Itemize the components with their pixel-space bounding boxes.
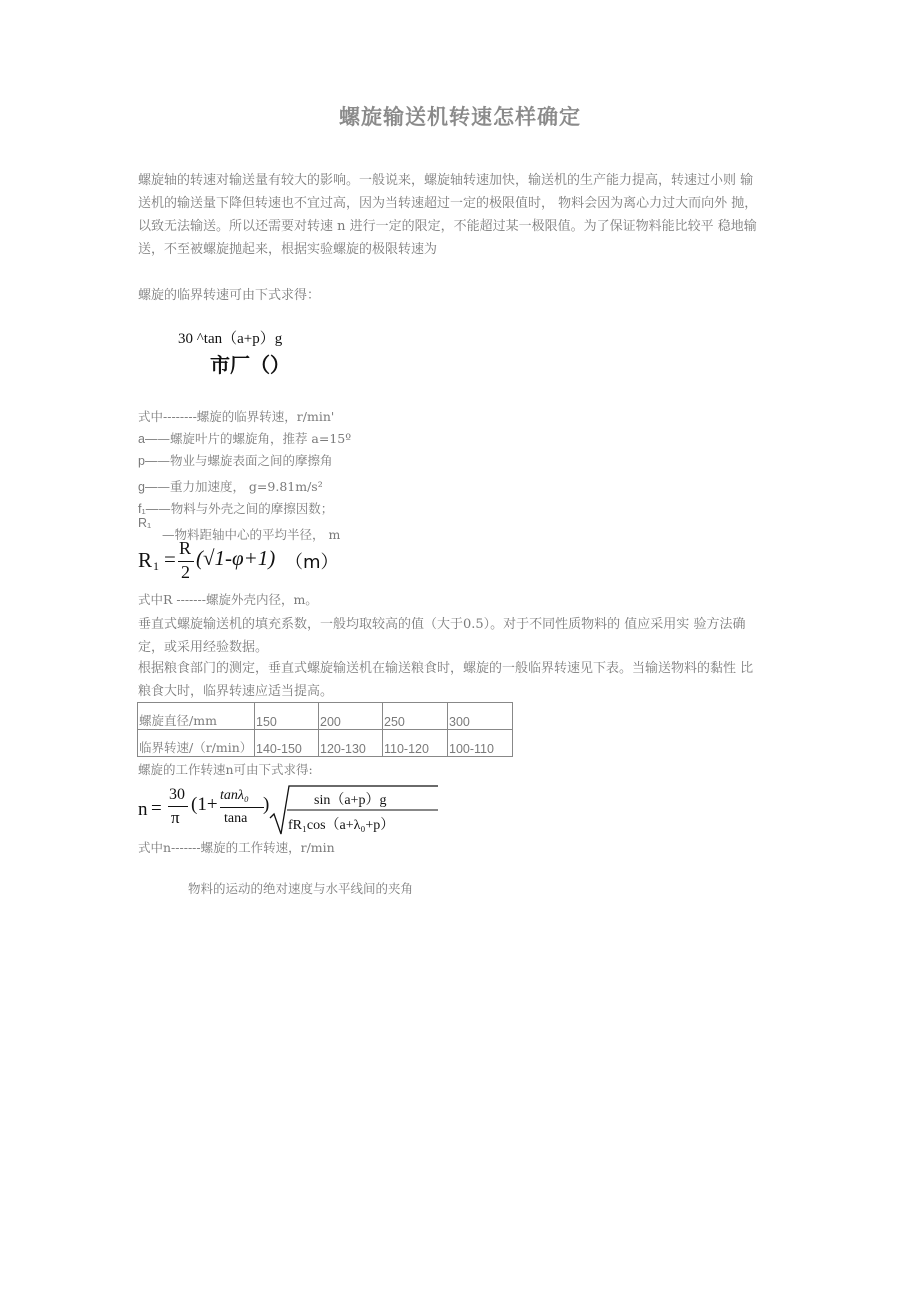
definition-symbol: g— <box>138 480 158 494</box>
definition-text: —物业与螺旋表面之间的摩擦角 <box>157 453 333 468</box>
grain-line: 粮食大时，临界转速应适当提高。 <box>138 684 334 699</box>
table-cell: 120-130 <box>319 730 383 757</box>
working-speed-intro: 螺旋的工作转速n可由下式求得: <box>138 762 313 777</box>
formula1-denominator: 市厂（） <box>210 353 290 377</box>
formula3-root-denominator: fR₁cos（a+λ₀+p） <box>288 818 395 833</box>
table-cell: 临界转速/（r/min） <box>138 730 255 757</box>
table-row <box>138 703 513 730</box>
fill-line: 垂直式螺旋输送机的填充系数，一般均取较高的值（大于0.5）。对于不同性质物料的 值应采用实 验方法确 <box>138 617 746 632</box>
definition-r1-symbol <box>138 515 151 530</box>
table-cell: 250 <box>383 703 448 730</box>
page-title: 螺旋输送机转速怎样确定 <box>339 105 581 129</box>
formula3-equals: = <box>151 798 162 819</box>
definition-p <box>138 451 332 469</box>
formula1-numerator: 30 ^tan（a+p）g <box>178 331 283 347</box>
critical-speed-intro: 螺旋的临界转速可由下式求得： <box>138 288 321 303</box>
formula3-inner-numerator: tanλ₀ <box>220 788 249 803</box>
definition-text: —物料与外壳之间的摩擦因数； <box>158 501 334 516</box>
angle-note: 物料的运动的绝对速度与水平线间的夹角 <box>188 881 414 896</box>
definition-text: —重力加速度， g=9.81m/s² <box>157 479 323 494</box>
formula2-body: (√1-φ+1) <box>196 546 276 570</box>
definition-text: —螺旋叶片的螺旋角，推荐 a=15º <box>157 431 352 446</box>
formula2-equals: = <box>164 547 176 571</box>
formula3-root-numerator: sin（a+p）g <box>314 793 387 808</box>
formula2-subscript: 1 <box>153 559 159 573</box>
definition-text: —物料距轴中心的平均半径， m <box>162 527 341 542</box>
critical-speed-table <box>137 702 513 757</box>
table-cell: 100-110 <box>448 730 513 757</box>
formula2-numerator: R <box>179 538 192 558</box>
definition-text: 式中--------螺旋的临界转速，r/min' <box>138 409 335 424</box>
formula2 <box>138 538 339 585</box>
formula3-inner-bar <box>220 807 264 808</box>
definition-a <box>138 429 351 447</box>
formula3-inner-denominator: tana <box>224 811 248 826</box>
formula2-denominator: 2 <box>181 562 190 582</box>
intro-line: 以致无法输送。所以还需要对转速 n 进行一定的限定，不能超过某一极限值。为了保证物料能比较平 稳地输 <box>138 219 757 234</box>
definition-f1 <box>138 499 333 517</box>
formula3-open: (1+ <box>191 794 218 815</box>
table-cell: 螺旋直径/mm <box>138 703 255 730</box>
intro-line: 螺旋轴的转速对输送量有较大的影响。一般说来，螺旋轴转速加快，输送机的生产能力提高，转速过小则 输 <box>138 173 754 188</box>
formula2-unit: （m） <box>285 552 339 573</box>
r-definition: 式中R -------螺旋外壳内径，m。 <box>138 592 318 607</box>
definition-symbol: R₁ <box>138 516 152 530</box>
definition-symbol: f₁— <box>138 502 159 516</box>
fill-line: 定，或采用经验数据。 <box>138 640 269 655</box>
table-cell: 110-120 <box>383 730 448 757</box>
intro-line: 送机的输送量下降但转速也不宜过高，因为当转速超过一定的极限值时， 物料会因为离心力过大而向外 抛， <box>138 196 758 211</box>
table-cell: 300 <box>448 703 513 730</box>
definition-critical-speed <box>138 407 334 425</box>
definition-symbol: p— <box>138 454 158 468</box>
formula3 <box>138 782 448 838</box>
table-row <box>138 730 513 757</box>
table-cell: 150 <box>255 703 319 730</box>
formula3-n: n <box>138 799 148 820</box>
formula3-close: ) <box>263 794 270 815</box>
fill-coefficient-paragraph <box>138 613 745 659</box>
n-definition: 式中n-------螺旋的工作转速，r/min <box>138 840 335 855</box>
grain-paragraph <box>138 657 753 703</box>
formula3-constant-numerator: 30 <box>169 786 185 803</box>
definition-symbol: a— <box>138 432 158 446</box>
formula3-constant-denominator: π <box>171 808 180 827</box>
intro-paragraph <box>138 169 757 261</box>
intro-line: 送，不至被螺旋抛起来，根据实验螺旋的极限转速为 <box>138 242 438 257</box>
formula3-constant-bar <box>168 806 188 807</box>
table-cell: 200 <box>319 703 383 730</box>
grain-line: 根据粮食部门的测定，垂直式螺旋输送机在输送粮食时，螺旋的一般临界转速见下表。当输送物料的黏性 比 <box>138 661 754 676</box>
table-cell: 140-150 <box>255 730 319 757</box>
definition-g <box>138 477 323 495</box>
formula2-lhs: R <box>138 548 153 572</box>
